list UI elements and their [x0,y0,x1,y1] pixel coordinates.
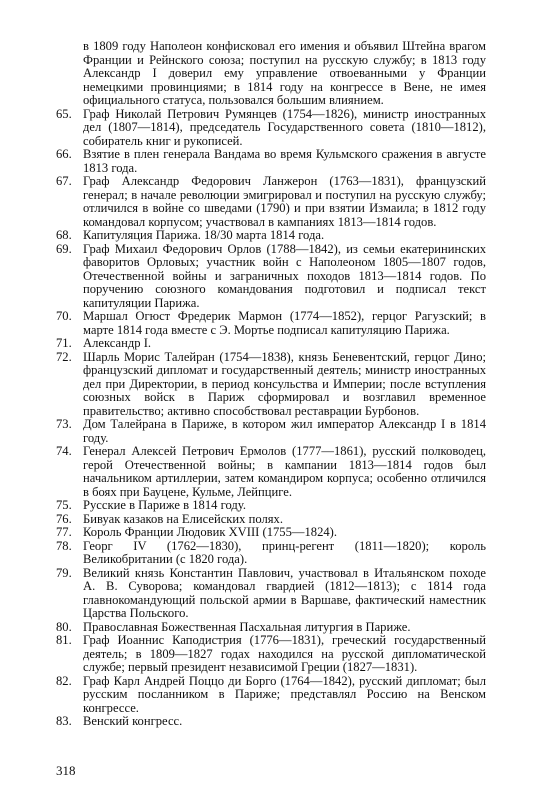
note-69 [56,243,486,311]
note-76 [56,513,486,527]
note-73 [56,418,486,445]
note-text: Православная Божественная Пасхальная литургия в Париже. [83,619,411,634]
note-text: Граф Николай Петрович Румянцев (1754—1826), министр иностранных дел (1807—1814), председатель Государственного совета (1810—1812), собиратель книг и рукописей. [83,106,486,148]
note-number: 67. [56,174,72,188]
note-65 [56,108,486,149]
note-78 [56,540,486,567]
note-70 [56,310,486,337]
note-number: 72. [56,349,72,364]
note-number: 77. [56,525,72,539]
note-number: 65. [56,106,72,121]
note-text: Великий князь Константин Павлович, участвовал в Итальянском походе А. В. Суворова; командовал гвардией (1812—1813); с 1814 года главнокомандующий польской армии в Варшаве, фактический наместник Царства Польского. [83,565,486,620]
note-66 [56,148,486,175]
note-continuation-text: в 1809 году Наполеон конфисковал его имения и объявил Штейна врагом Франции и Рейнского союза; поступил на русскую службу; в 1813 году Александр I доверил ему управление отвоеванными у Франции немецкими провинциями; в 1814 году на конгрессе в Вене, не имея официального статуса, пользовался большим влиянием. [83,39,486,107]
note-number: 68. [56,228,72,242]
note-text: Капитуляция Парижа. 18/30 марта 1814 года. [83,228,325,242]
note-text: Русские в Париже в 1814 году. [83,498,246,512]
note-text: Шарль Морис Талейран (1754—1838), князь Беневентский, герцог Дино; французский дипломат и государственный деятель; министр иностранных дел при Директории, в период консульства и Империи; после вступления союзных войск в Париж сформировал и возглавил временное правительство; активно способствовал реставрации Бурбонов. [83,349,486,418]
note-number: 81. [56,633,72,647]
note-text: Граф Иоаннис Каподистрия (1776—1831), греческий государственный деятель; в 1809—1827 годах находился на русской дипломатической службе; первый президент независимой Греции (1827—1831). [83,633,486,674]
note-83 [56,715,486,729]
note-67 [56,175,486,229]
note-number: 78. [56,538,72,553]
note-number: 80. [56,619,72,634]
note-68 [56,229,486,243]
note-71 [56,337,486,351]
note-number: 70. [56,309,72,323]
note-number: 71. [56,336,72,350]
note-number: 73. [56,417,72,431]
page-number: 318 [56,763,76,778]
note-text: Генерал Алексей Петрович Ермолов (1777—1861), русский полководец, герой Отечественной войны; в кампании 1813—1814 годов был начальником артиллерии, затем командиром корпуса; особенно отличился в боях при Бауцене, Кульме, Лейпциге. [83,444,486,499]
note-text: Граф Михаил Федорович Орлов (1788—1842), из семьи екатерининских фаворитов Орловых; участник войн с Наполеоном 1805—1807 годов, Отечественной войны и заграничных походов 1813—1814 годов. По поручению союзного командования подготовил и подписал текст капитуляции Парижа. [83,241,486,310]
note-text: Король Франции Людовик XVIII (1755—1824). [83,525,338,539]
note-74 [56,445,486,499]
note-text: Граф Александр Федорович Ланжерон (1763—1831), французский генерал; в начале революции эмигрировал и поступил на русскую службу; отличился в войне со шведами (1790) и при взятии Измаила; в 1812 году командовал корпусом; участвовал в кампаниях 1813—1814 годов. [83,174,486,229]
note-text: Георг IV (1762—1830), принц-регент (1811—1820); король Великобритании (с 1820 года). [83,538,486,566]
note-79 [56,567,486,621]
note-72 [56,351,486,419]
note-number: 69. [56,241,72,256]
note-number: 82. [56,673,72,688]
note-75 [56,499,486,513]
note-text: Дом Талейрана в Париже, в котором жил император Александр I в 1814 году. [83,417,486,445]
note-77 [56,526,486,540]
note-number: 83. [56,714,72,728]
note-number: 74. [56,444,72,458]
note-81 [56,634,486,675]
note-82 [56,675,486,716]
note-text: Венский конгресс. [83,714,183,728]
note-text: Взятие в плен генерала Вандама во время Кульмского сражения в августе 1813 года. [83,147,486,175]
note-text: Маршал Огюст Фредерик Мармон (1774—1852), герцог Рагузский; в марте 1814 года вместе с Э. Мортье подписал капитуляцию Парижа. [83,309,486,337]
note-continuation [56,40,486,108]
note-number: 66. [56,147,72,161]
note-80 [56,621,486,635]
note-number: 75. [56,498,72,512]
endnotes-list [56,40,486,729]
note-text: Бивуак казаков на Елисейских полях. [83,511,283,526]
note-text: Александр I. [83,336,152,350]
note-number: 79. [56,565,72,580]
note-number: 76. [56,511,72,526]
note-text: Граф Карл Андрей Поццо ди Борго (1764—1842), русский дипломат; был русским посланником в Париже; представлял Россию на Венском конгрессе. [83,673,486,715]
